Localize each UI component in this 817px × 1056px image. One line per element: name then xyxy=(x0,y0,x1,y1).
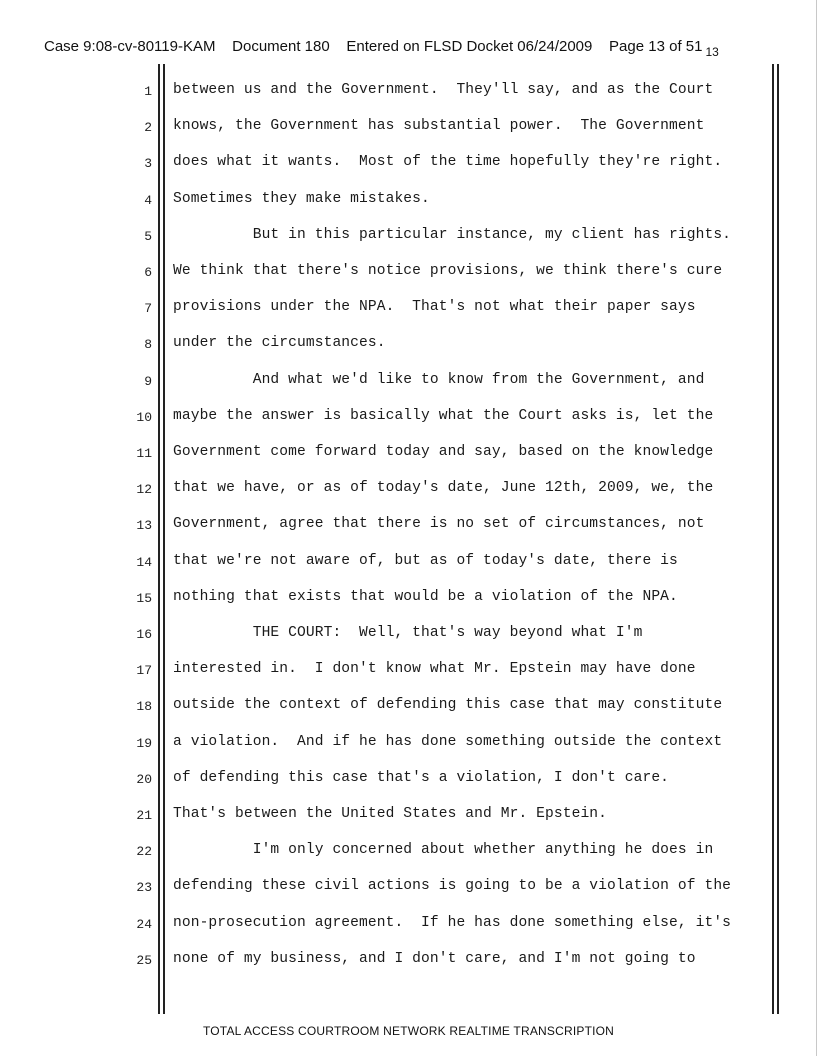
line-text: knows, the Government has substantial power. The Government xyxy=(173,118,705,135)
transcript-line xyxy=(0,364,817,400)
case-number: Case 9:08-cv-80119-KAM xyxy=(44,38,216,55)
line-text: provisions under the NPA. That's not what their paper says xyxy=(173,299,696,316)
line-text: THE COURT: Well, that's way beyond what I'm xyxy=(173,625,643,641)
line-number: 7 xyxy=(144,301,152,317)
line-text: Government come forward today and say, based on the knowledge xyxy=(173,444,714,460)
line-number: 15 xyxy=(136,590,152,606)
line-number: 9 xyxy=(144,373,152,389)
transcript-line xyxy=(0,726,817,762)
line-text: outside the context of defending this case that may constitute xyxy=(173,697,723,714)
line-number: 23 xyxy=(136,880,152,896)
line-number: 17 xyxy=(136,663,152,679)
transcript-line xyxy=(0,508,817,544)
transcript-line xyxy=(0,291,817,327)
transcript-line xyxy=(0,219,817,255)
line-number: 4 xyxy=(144,192,152,208)
line-text: a violation. And if he has done something outside the context xyxy=(173,733,723,750)
transcript-line xyxy=(0,617,817,653)
transcript-line xyxy=(0,689,817,725)
line-number: 6 xyxy=(144,265,152,280)
transcript-line xyxy=(0,834,817,870)
transcript-line xyxy=(0,943,817,979)
line-text: none of my business, and I don't care, and I'm not going to xyxy=(173,950,696,967)
line-number: 19 xyxy=(136,735,152,751)
page-number: 13 xyxy=(705,45,719,59)
line-number: 3 xyxy=(144,156,152,172)
line-text: Government, agree that there is no set of circumstances, not xyxy=(173,516,705,533)
line-number: 10 xyxy=(136,409,152,425)
line-text: of defending this case that's a violation, I don't care. xyxy=(173,769,670,786)
transcript-line xyxy=(0,255,817,291)
line-text: nothing that exists that would be a violation of the NPA. xyxy=(173,588,678,605)
line-number: 12 xyxy=(136,482,152,498)
line-number: 21 xyxy=(136,808,152,823)
line-text: interested in. I don't know what Mr. Epstein may have done xyxy=(173,661,696,678)
transcript-line xyxy=(0,798,817,834)
line-text: does what it wants. Most of the time hopefully they're right. xyxy=(173,154,723,171)
line-text: maybe the answer is basically what the Court asks is, let the xyxy=(173,407,714,424)
transcript-line xyxy=(0,545,817,581)
line-number: 24 xyxy=(136,916,152,932)
line-text: that we have, or as of today's date, June 12th, 2009, we, the xyxy=(173,480,714,497)
transcript-line xyxy=(0,110,817,146)
transcript-line xyxy=(0,870,817,906)
page-of: Page 13 of 51 xyxy=(609,38,703,55)
line-number: 16 xyxy=(136,627,152,642)
line-number: 2 xyxy=(144,120,152,136)
line-text: And what we'd like to know from the Government, and xyxy=(173,371,705,388)
line-number: 1 xyxy=(144,84,152,99)
transcript-line xyxy=(0,327,817,363)
line-text: Sometimes they make mistakes. xyxy=(173,190,430,207)
line-number: 18 xyxy=(136,699,152,715)
transcript-line xyxy=(0,762,817,798)
docket-header xyxy=(44,38,719,59)
line-number: 11 xyxy=(136,446,152,461)
transcript-line xyxy=(0,400,817,436)
line-number: 14 xyxy=(136,554,152,570)
line-number: 25 xyxy=(136,952,152,968)
transcript-footer: TOTAL ACCESS COURTROOM NETWORK REALTIME TRANSCRIPTION xyxy=(202,1024,615,1038)
line-number: 13 xyxy=(136,518,152,534)
line-text: defending these civil actions is going to be a violation of the xyxy=(173,878,732,895)
transcript-line xyxy=(0,581,817,617)
transcript-line xyxy=(0,183,817,219)
line-number: 5 xyxy=(144,228,152,244)
line-text: between us and the Government. They'll say, and as the Court xyxy=(173,82,714,98)
entered-date: Entered on FLSD Docket 06/24/2009 xyxy=(346,38,593,55)
transcript-line xyxy=(0,436,817,472)
transcript-line xyxy=(0,472,817,508)
line-text: I'm only concerned about whether anything he does in xyxy=(173,842,714,859)
transcript-line xyxy=(0,907,817,943)
transcript-line xyxy=(0,653,817,689)
transcript-line xyxy=(0,74,817,110)
line-number: 22 xyxy=(136,844,152,860)
line-text: that we're not aware of, but as of today's date, there is xyxy=(173,552,678,569)
line-text: under the circumstances. xyxy=(173,335,386,352)
line-number: 20 xyxy=(136,771,152,787)
line-text: But in this particular instance, my client has rights. xyxy=(173,226,732,243)
document-number: Document 180 xyxy=(232,38,330,55)
transcript-line xyxy=(0,146,817,182)
line-text: We think that there's notice provisions, we think there's cure xyxy=(173,263,723,279)
line-number: 8 xyxy=(144,337,152,353)
line-text: That's between the United States and Mr. Epstein. xyxy=(173,806,608,822)
line-text: non-prosecution agreement. If he has done something else, it's xyxy=(173,914,732,931)
